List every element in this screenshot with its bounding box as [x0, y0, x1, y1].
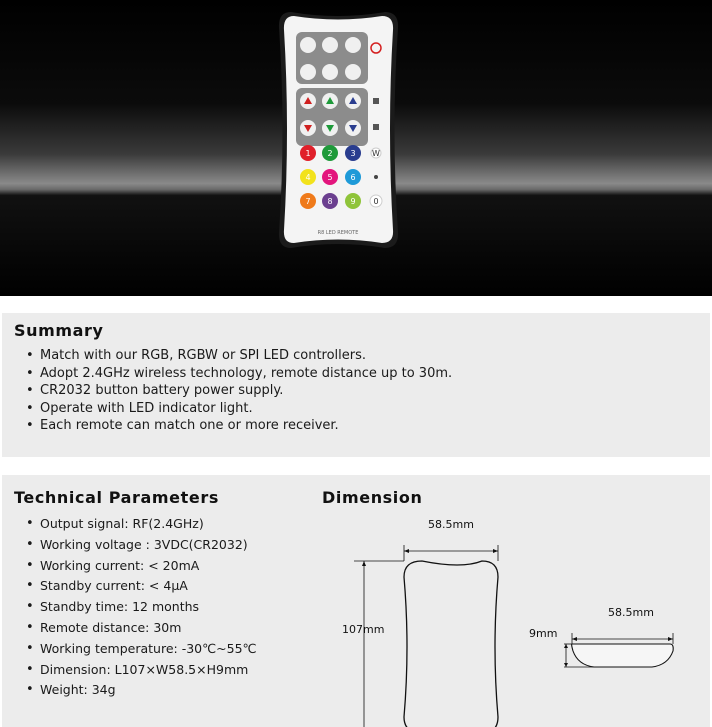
tech-list: [26, 514, 257, 701]
summary-title: Summary: [14, 321, 104, 340]
side-width-label: 58.5mm: [608, 606, 654, 619]
thickness-label: 9mm: [529, 627, 558, 640]
list-item: • Dimension: L107×W58.5×H9mm: [26, 660, 257, 681]
list-item: • Weight: 34g: [26, 680, 257, 701]
list-item: • Each remote can match one or more receiver.: [26, 417, 452, 435]
svg-text:W: W: [372, 149, 380, 158]
list-item: • Adopt 2.4GHz wireless technology, remote distance up to 30m.: [26, 365, 452, 383]
color-button-number: 6: [350, 173, 356, 182]
list-item: • Working temperature: -30℃~55℃: [26, 639, 257, 660]
summary-panel: [2, 313, 710, 457]
list-item: • Standby current: < 4μA: [26, 576, 257, 597]
dimension-title: Dimension: [322, 488, 423, 507]
list-item: • Working current: < 20mA: [26, 556, 257, 577]
summary-list: [26, 347, 452, 435]
color-button-number: 9: [350, 197, 356, 206]
list-item: • CR2032 button battery power supply.: [26, 382, 452, 400]
svg-text:R8 LED REMOTE: R8 LED REMOTE: [317, 230, 359, 236]
list-item: • Operate with LED indicator light.: [26, 400, 452, 418]
list-item: • Output signal: RF(2.4GHz): [26, 514, 257, 535]
list-item: • Match with our RGB, RGBW or SPI LED controllers.: [26, 347, 452, 365]
list-item: • Standby time: 12 months: [26, 597, 257, 618]
color-button-number: 3: [350, 149, 356, 158]
list-item: • Remote distance: 30m: [26, 618, 257, 639]
product-hero: [0, 0, 712, 296]
remote-image: [277, 10, 400, 250]
color-button-number: 4: [305, 173, 311, 182]
color-button-number: 2: [327, 149, 333, 158]
specs-panel: [2, 475, 710, 727]
tech-title: Technical Parameters: [14, 488, 219, 507]
width-label: 58.5mm: [428, 518, 474, 531]
color-button-number: 1: [305, 149, 311, 158]
color-buttons: [300, 145, 361, 209]
list-item: • Working voltage : 3VDC(CR2032): [26, 535, 257, 556]
svg-text:0: 0: [373, 197, 379, 206]
color-button-number: 5: [327, 173, 333, 182]
color-button-number: 7: [305, 197, 311, 206]
height-label: 107mm: [342, 623, 385, 636]
color-button-number: 8: [327, 197, 333, 206]
